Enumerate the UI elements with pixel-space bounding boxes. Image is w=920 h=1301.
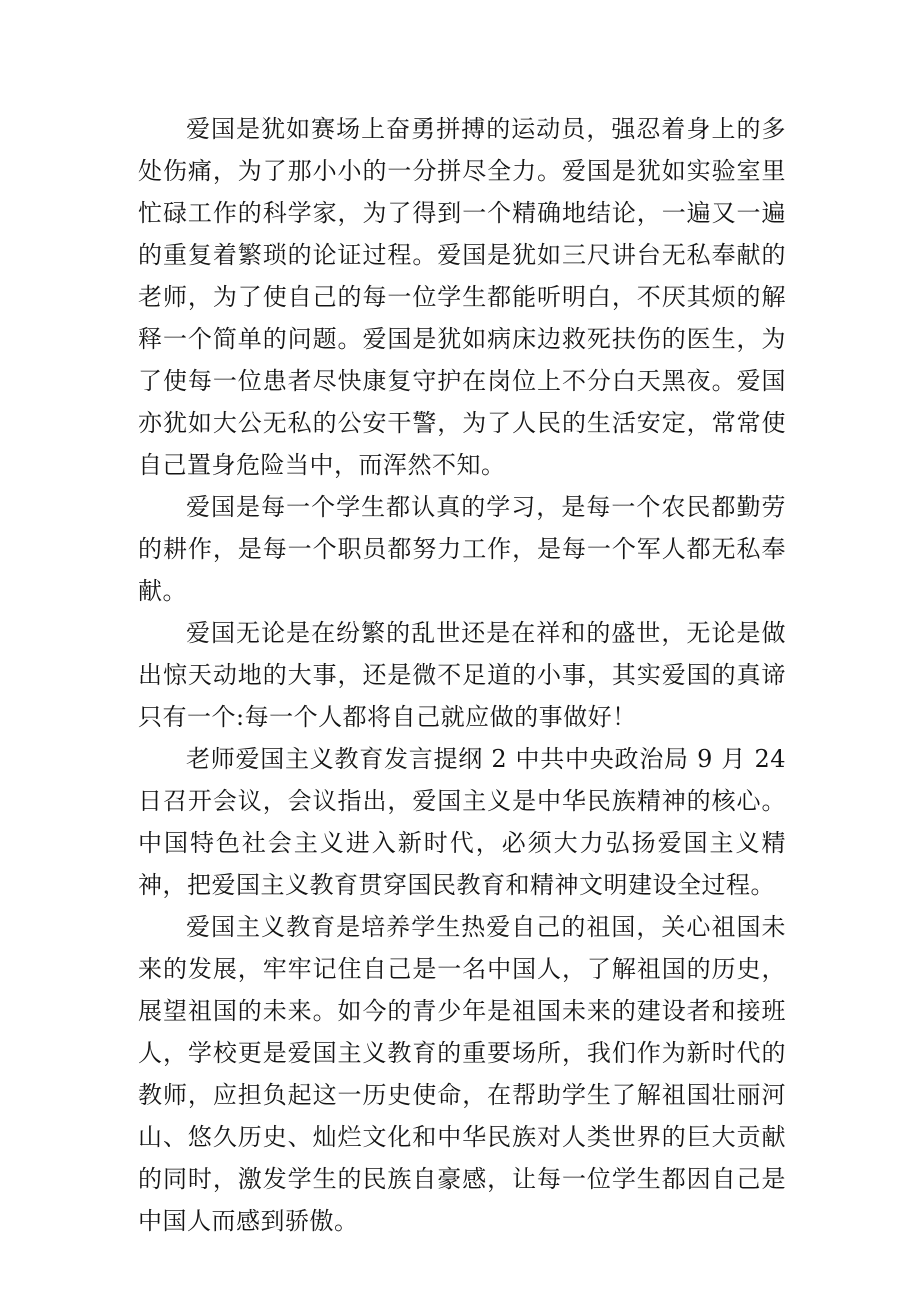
document-body — [138, 108, 786, 1242]
paragraph-speech-outline: 老师爱国主义教育发言提纲 2 中共中央政治局 9 月 24 日召开会议，会议指出，爱国主义是中华民族精神的核心。中国特色社会主义进入新时代，必须大力弘扬爱国主义精神，把爱国主义教育贯穿国民教育和精神文明建设全过程。 — [138, 745, 786, 899]
paragraph-everyone-duty: 爱国是每一个学生都认真的学习，是每一个农民都勤劳的耕作，是每一个职员都努力工作，是每一个军人都无私奉献。 — [138, 493, 786, 605]
paragraph-essence: 爱国无论是在纷繁的乱世还是在祥和的盛世，无论是做出惊天动地的大事，还是微不足道的小事，其实爱国的真谛只有一个:每一个人都将自己就应做的事做好！ — [138, 619, 786, 731]
paragraph-patriotism-examples: 爱国是犹如赛场上奋勇拼搏的运动员，强忍着身上的多处伤痛，为了那小小的一分拼尽全力。爱国是犹如实验室里忙碌工作的科学家，为了得到一个精确地结论，一遍又一遍的重复着繁琐的论证过程。爱国是犹如三尺讲台无私奉献的老师，为了使自己的每一位学生都能听明白，不厌其烦的解释一个简单的问题。爱国是犹如病床边救死扶伤的医生，为了使每一位患者尽快康复守护在岗位上不分白天黑夜。爱国亦犹如大公无私的公安干警，为了人民的生活安定，常常使自己置身危险当中，而浑然不知。 — [138, 115, 786, 479]
paragraph-education-role: 爱国主义教育是培养学生热爱自己的祖国，关心祖国未来的发展，牢牢记住自己是一名中国人，了解祖国的历史，展望祖国的未来。如今的青少年是祖国未来的建设者和接班人，学校更是爱国主义教育的重要场所，我们作为新时代的教师，应担负起这一历史使命，在帮助学生了解祖国壮丽河山、悠久历史、灿烂文化和中华民族对人类世界的巨大贡献的同时，激发学生的民族自豪感，让每一位学生都因自己是中国人而感到骄傲。 — [138, 913, 786, 1235]
